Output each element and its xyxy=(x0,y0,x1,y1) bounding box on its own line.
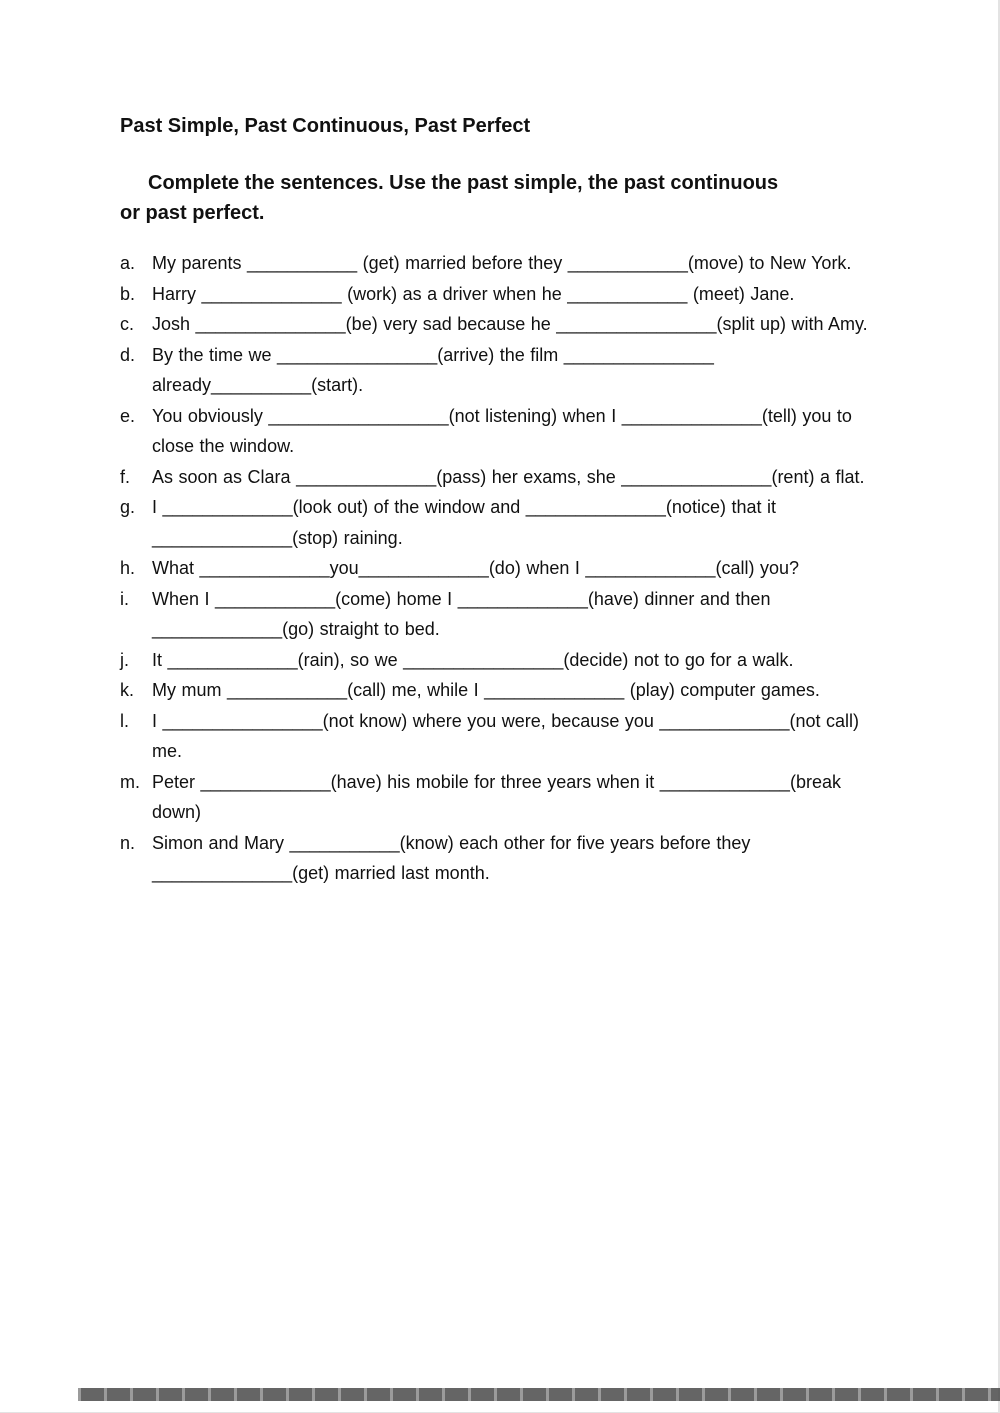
exercise-letter: e. xyxy=(120,405,136,426)
exercise-item xyxy=(120,492,888,553)
page-edge-strip xyxy=(78,1388,1000,1401)
exercise-text: My parents ___________ (get) married before they ____________(move) to New York. xyxy=(152,253,852,273)
exercise-text: Peter _____________(have) his mobile for three years when it _____________(break down) xyxy=(152,771,841,822)
exercise-text: Harry ______________ (work) as a driver when he ____________ (meet) Jane. xyxy=(152,283,795,304)
exercise-text: You obviously __________________(not listening) when I ______________(tell) you to close the window. xyxy=(152,405,852,456)
instructions: Complete the sentences. Use the past simple, the past continuous or past perfect. xyxy=(120,172,779,224)
exercise-letter: h. xyxy=(120,558,136,578)
exercise-letter: f. xyxy=(120,466,131,487)
exercise-text: By the time we ________________(arrive) the film _______________ already__________(start). xyxy=(152,344,714,395)
exercise-item xyxy=(120,340,888,401)
exercise-item xyxy=(120,401,888,462)
exercise-letter: m. xyxy=(120,771,140,792)
exercise-text: It _____________(rain), so we ________________(decide) not to go for a walk. xyxy=(152,649,794,670)
exercise-letter: n. xyxy=(120,832,136,853)
exercise-letter: d. xyxy=(120,344,136,365)
exercise-letter: c. xyxy=(120,314,135,334)
exercise-letter: l. xyxy=(120,710,129,731)
exercise-text: Simon and Mary ___________(know) each other for five years before they ______________(get) married last month. xyxy=(152,832,751,883)
exercise-text: As soon as Clara ______________(pass) her exams, she _______________(rent) a flat. xyxy=(152,466,865,487)
exercise-text: What _____________you_____________(do) when I _____________(call) you? xyxy=(152,558,800,578)
exercise-text: I ________________(not know) where you were, because you _____________(not call) me. xyxy=(152,710,860,761)
exercise-item xyxy=(120,248,888,279)
exercise-item xyxy=(120,584,888,645)
exercise-item xyxy=(120,279,888,310)
exercise-letter: k. xyxy=(120,680,135,700)
exercise-letter: b. xyxy=(120,283,136,304)
exercise-letter: i. xyxy=(120,588,129,609)
exercise-item xyxy=(120,553,888,584)
exercise-letter: g. xyxy=(120,497,136,517)
exercise-text: My mum ____________(call) me, while I ______________ (play) computer games. xyxy=(152,680,820,700)
exercise-item xyxy=(120,645,888,676)
exercise-text: When I ____________(come) home I _____________(have) dinner and then _____________(go) straight to bed. xyxy=(152,588,771,639)
exercise-item xyxy=(120,462,888,493)
exercise-item xyxy=(120,675,888,706)
exercise-text: I _____________(look out) of the window and ______________(notice) that it ______________(stop) raining. xyxy=(152,497,776,548)
exercise-letter: j. xyxy=(120,649,129,670)
exercise-item xyxy=(120,706,888,767)
worksheet-page xyxy=(120,112,888,889)
exercise-item xyxy=(120,828,888,889)
exercise-list xyxy=(120,248,888,889)
exercise-letter: a. xyxy=(120,253,136,273)
exercise-item xyxy=(120,309,888,340)
worksheet-title: Past Simple, Past Continuous, Past Perfect xyxy=(120,115,531,137)
exercise-text: Josh _______________(be) very sad because he ________________(split up) with Amy. xyxy=(152,314,868,334)
exercise-item xyxy=(120,767,888,828)
